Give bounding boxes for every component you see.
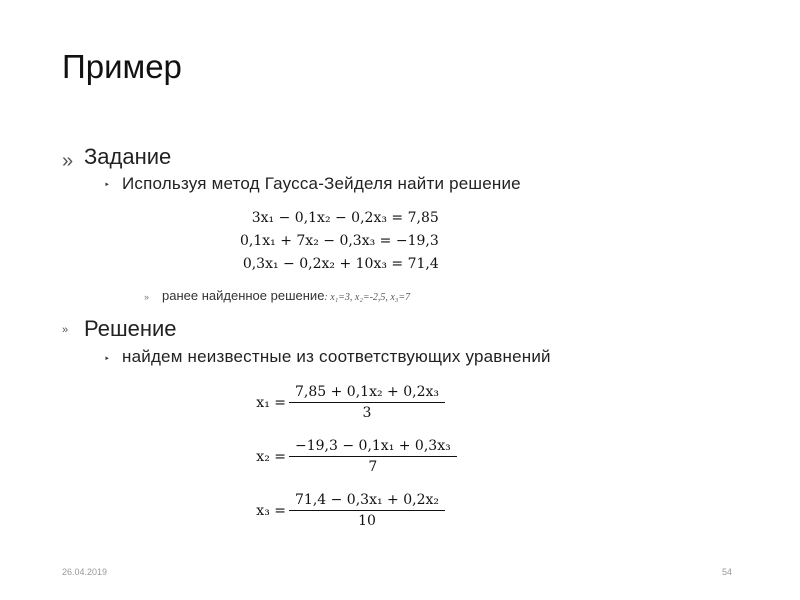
sub-bullet-text: ранее найденное решение (162, 288, 325, 303)
formula-x1-fraction (292, 384, 442, 421)
section1-bullet: Используя метод Гаусса-Зейделя найти решение (122, 174, 521, 193)
formula-x3 (246, 492, 442, 529)
slide-title: Пример (62, 48, 182, 85)
formula-x1-lhs: x₁ = (256, 394, 286, 411)
formula-x1 (246, 384, 442, 421)
formula-x2-fraction (292, 438, 454, 475)
sub-bullet-marker: » (144, 292, 150, 302)
formula-x2-lhs: x₂ = (256, 448, 286, 465)
formula-x3-lhs: x₃ = (256, 502, 286, 519)
section1-marker: » (62, 150, 74, 172)
previous-solution-values: : x₁=3, x₂=-2,5, x₃=7 (324, 292, 411, 303)
footer-page-number: 54 (722, 567, 733, 577)
equation-1: 3x₁ − 0,1x₂ − 0,2x₃ = 7,85 (251, 210, 439, 226)
formula-x2 (246, 438, 454, 475)
section1-label: Задание (84, 144, 172, 169)
formula-x2-numerator: −19,3 − 0,1x₁ + 0,3x₃ (295, 438, 451, 454)
formula-x3-denominator: 10 (289, 510, 445, 529)
section2-label: Решение (84, 316, 177, 341)
section2-bullet-marker: ‣ (104, 354, 110, 365)
formula-x3-numerator: 71,4 − 0,3x₁ + 0,2x₂ (295, 492, 439, 508)
sub-bullet (162, 288, 410, 303)
section2-marker: » (62, 324, 69, 336)
formula-x1-denominator: 3 (289, 402, 445, 421)
formula-x2-denominator: 7 (289, 456, 457, 475)
equation-system (240, 207, 439, 276)
equation-2: 0,1x₁ + 7x₂ − 0,3x₃ = −19,3 (240, 233, 439, 249)
footer-date: 26.04.2019 (62, 567, 108, 577)
formula-x1-numerator: 7,85 + 0,1x₂ + 0,2x₃ (295, 384, 439, 400)
equation-3: 0,3x₁ − 0,2x₂ + 10x₃ = 71,4 (242, 256, 439, 272)
formula-x3-fraction (292, 492, 442, 529)
section2-bullet: найдем неизвестные из соответствующих уравнений (122, 347, 551, 366)
section1-bullet-marker: ‣ (104, 180, 110, 191)
